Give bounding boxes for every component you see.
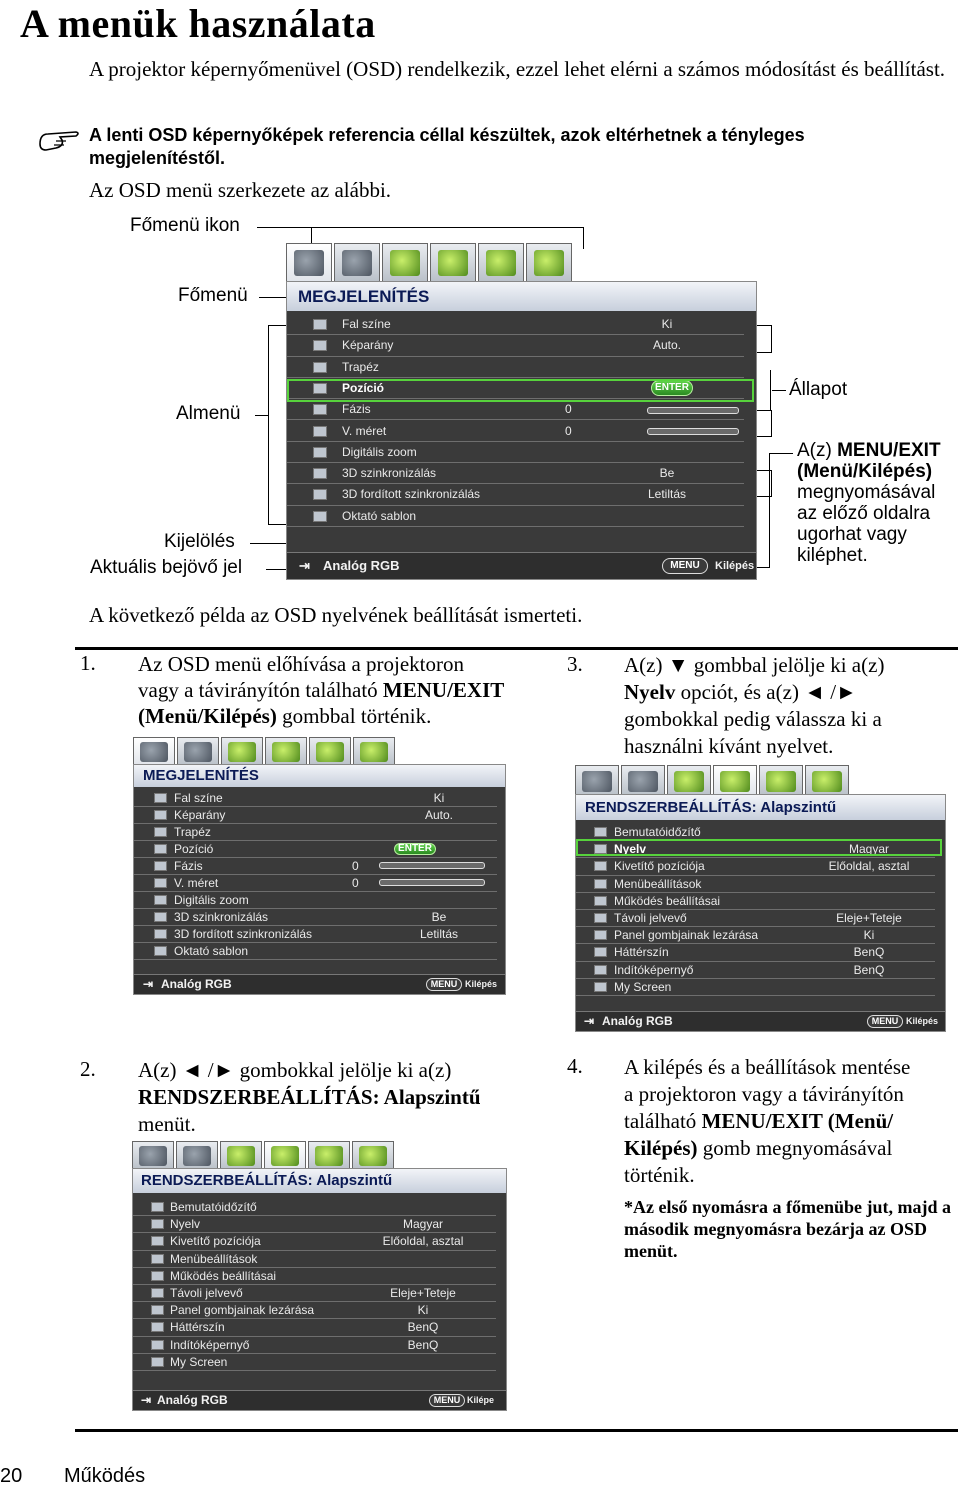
osd2-item-label: My Screen [170,1354,228,1369]
menu-item-icon [594,827,607,837]
osd3-footer [576,1011,945,1031]
menu-item-icon [154,844,167,854]
page-number: 20 [0,1465,23,1487]
osd1-tab-information-icon[interactable] [353,737,395,766]
menu-item-icon [594,930,607,940]
menu-item-icon [594,965,607,975]
osd2-tab-system-advanced-icon[interactable] [308,1141,350,1170]
osd1-item-value: 0 [352,876,359,890]
osd1-item-label: Trapéz [174,825,211,839]
menu-item-icon [594,982,607,992]
osd2-row[interactable] [133,1337,496,1354]
menu-item-icon [151,1202,164,1212]
osd1-row[interactable] [134,943,497,960]
osd1-footer [134,974,505,994]
osd1-row[interactable] [134,909,497,926]
status-label: Állapot [789,379,848,400]
osd2-item-label: Panel gombjainak lezárása [170,1303,315,1318]
osd2-item-label: Távoli jelvevő [170,1286,243,1300]
osd3-item-label: Panel gombjainak lezárása [614,928,759,943]
menu-item-icon [154,946,167,956]
osd3-item-label: Nyelv [614,842,647,857]
osd2-row[interactable] [133,1319,496,1336]
osd2-row[interactable] [133,1199,496,1216]
osd1-item-value: ENTER [394,843,436,855]
osd1-item-value: Letiltás [419,927,459,941]
osd-main-item-label: Fal színe [342,317,391,331]
menu-item-icon [151,1288,164,1298]
menu-item-icon [151,1340,164,1350]
osd-main-footer [287,552,756,579]
osd2-row[interactable] [133,1302,496,1319]
osd2-item-value: Eleje+Teteje [390,1286,456,1300]
menu-item-icon [594,879,607,889]
osd-main-item-value: 0 [565,402,572,417]
submenu-label: Almenü [176,403,241,424]
step-4-number: 4. [567,1054,583,1078]
osd3-item-value: BenQ [853,945,885,960]
osd1-source: Analóg RGB [161,977,232,991]
osd-main-row[interactable] [287,463,744,484]
osd-main-item-label: 3D szinkronizálás [342,466,437,481]
menu-item-icon [151,1236,164,1246]
osd3-exit: Kilépés [906,1016,939,1026]
osd-main-header: MEGJELENÍTÉS [287,282,756,311]
osd3-source: Analóg RGB [602,1014,673,1028]
osd2-item-value: BenQ [407,1337,439,1352]
osd-main-item-label: V. méret [342,423,387,438]
osd-main-item-label: Trapéz [342,359,379,374]
osd3-tab-picture-icon[interactable] [621,765,665,796]
osd1-item-label: Képarány [174,808,226,822]
osd1-header: MEGJELENÍTÉS [134,765,505,787]
menu-item-icon [151,1305,164,1315]
menu-item-icon [313,319,327,330]
osd2-item-value: Ki [417,1303,429,1318]
osd2-row[interactable] [133,1251,496,1268]
osd-main-item-label: Képarány [342,338,394,353]
osd1-row[interactable] [134,790,497,807]
osd2-row[interactable] [133,1268,496,1285]
osd3-input-icon: ⇥ [584,1014,595,1028]
osd2-item-label: Kivetítő pozíciója [170,1234,261,1249]
menu-item-icon [151,1357,164,1367]
osd2-footer [133,1390,506,1410]
osd3-item-value: Ki [863,928,875,943]
osd2-tab-information-icon[interactable] [352,1141,394,1170]
osd1-item-value: 0 [352,859,359,873]
osd1-phase-slider[interactable] [379,862,485,869]
osd2-source: Analóg RGB [157,1393,228,1407]
osd3-item-label: Kivetítő pozíciója [614,859,705,874]
osd1-tabs [133,737,397,765]
phase-slider[interactable] [647,407,739,414]
step-4-note: *Az első nyomásra a főmenübe jut, majd a második megnyomásra bezárja az OSD menüt. [624,1197,951,1261]
osd1-item-label: Pozíció [174,842,214,856]
osd2-item-label: Nyelv [170,1217,201,1232]
menu-item-icon [154,793,167,803]
osd2-item-label: Indítóképernyő [170,1337,250,1352]
osd3-item-label: Távoli jelvevő [614,911,687,925]
osd2-tab-display-icon[interactable] [132,1141,174,1170]
osd1-item-label: 3D fordított szinkronizálás [174,927,313,941]
osd1-tab-system-basic-icon[interactable] [265,737,307,766]
step-1-number: 1. [80,651,96,675]
osd-main-item-value: Ki [661,317,673,331]
osd1-menu-key[interactable]: MENU [426,978,462,991]
osd3-menu-key[interactable]: MENU [867,1015,903,1028]
osd3-tab-display-icon[interactable] [575,765,619,796]
osd3-row[interactable] [576,858,935,875]
osd3-item-label: Háttérszín [614,945,669,960]
osd2-input-icon: ⇥ [141,1393,152,1407]
hsize-slider[interactable] [647,428,739,435]
osd1-item-label: V. méret [174,876,219,890]
osd-main-item-label: Oktató sablon [342,508,417,523]
osd3-row[interactable] [576,979,935,996]
osd2-row[interactable] [133,1354,496,1371]
osd-main-item-value: ENTER [651,380,693,396]
tab-display-icon[interactable] [286,243,332,282]
menu-item-icon [594,896,607,906]
osd1-item-label: Fázis [174,859,203,873]
osd1 [133,764,506,995]
menu-item-icon [154,827,167,837]
step-3-text: A(z) ▼ gombbal jelölje ki a(z) Nyelv opciót, és a(z) ◄ /► gombokkal pedig válassza ki a használni kívánt nyelvet. [624,653,885,758]
osd2-item-label: Menübeállítások [170,1251,258,1266]
osd-main-item-label: 3D fordított szinkronizálás [342,487,481,502]
osd2-row[interactable] [133,1216,496,1233]
osd1-tab-display-icon[interactable] [133,737,175,766]
osd2-item-label: Működés beállításai [170,1268,277,1283]
osd3-tab-system-advanced-icon[interactable] [759,765,803,796]
osd-main [286,281,757,580]
menu-item-icon [151,1271,164,1281]
structure-text: Az OSD menü szerkezete az alábbi. [89,178,392,202]
menu-item-icon [313,468,327,479]
menu-item-icon [313,511,327,522]
osd1-item-value: Auto. [424,808,454,822]
osd3 [575,794,946,1032]
osd2-row[interactable] [133,1285,496,1302]
osd-main-row[interactable] [287,484,744,505]
osd1-item-label: 3D szinkronizálás [174,910,269,924]
menu-item-icon [594,861,607,871]
osd3-row[interactable] [576,876,935,893]
osd1-input-icon: ⇥ [143,977,154,991]
note-text: A lenti OSD képernyőképek referencia céllal készültek, azok eltérhetnek a tényleges megjelenítéstől. [89,125,805,168]
osd2 [132,1168,507,1411]
tab-picture-icon[interactable] [334,243,380,282]
osd3-tab-information-icon[interactable] [805,765,849,796]
main-menu-label: Főmenü [178,285,248,306]
exit-label: Kilépés [715,560,755,572]
osd1-tab-source-icon[interactable] [221,737,263,766]
menu-key[interactable]: MENU [662,558,708,574]
osd3-selection-highlight [576,839,942,856]
menu-item-icon [594,913,607,923]
osd3-item-value: Magyar [848,842,889,857]
osd1-item-label: Digitális zoom [174,893,249,907]
osd3-item-value: Eleje+Teteje [836,911,902,925]
menu-item-icon [594,947,607,957]
osd-main-item-value: 0 [565,423,572,438]
page-title: A menük használata [20,1,376,46]
osd2-header: RENDSZERBEÁLLÍTÁS: Alapszintű [133,1169,506,1193]
osd3-row[interactable] [576,927,935,944]
menu-item-icon [154,929,167,939]
menu-item-icon [154,912,167,922]
osd1-item-label: Fal színe [174,791,223,805]
osd2-tabs [132,1141,396,1169]
osd-main-row[interactable] [287,357,744,378]
main-icon-label: Főmenü ikon [130,215,240,236]
osd1-row[interactable] [134,892,497,909]
osd-main-item-label: Pozíció [342,380,385,395]
osd-main-tabs [286,243,574,281]
step-2-number: 2. [80,1057,96,1081]
step-2-text: A(z) ◄ /► gombokkal jelölje ki a(z) RENDSZERBEÁLLÍTÁS: Alapszintű menüt. [138,1058,481,1136]
step-4-text: A kilépés és a beállítások mentése a projektoron vagy a távirányítón található MENU/EXIT (Menü/ Kilépés) gomb megnyomásával történik. [624,1055,911,1187]
input-icon: ⇥ [299,558,310,573]
osd-main-row[interactable] [287,442,744,463]
menu-item-icon [313,340,327,351]
osd-main-item-label: Digitális zoom [342,444,417,459]
osd2-tab-picture-icon[interactable] [176,1141,218,1170]
highlight-label: Kijelölés [164,531,235,552]
osd3-item-label: Bemutatóidőzítő [614,825,701,839]
osd3-item-value: Előoldal, asztal [828,859,910,874]
osd-main-row[interactable] [287,314,744,335]
osd1-item-value: Ki [433,791,445,805]
osd3-tab-source-icon[interactable] [667,765,711,796]
menu-item-icon [151,1322,164,1332]
menu-item-icon [154,810,167,820]
example-text: A következő példa az OSD nyelvének beállítását ismerteti. [89,603,583,627]
osd1-row[interactable] [134,807,497,824]
osd1-row[interactable] [134,926,497,943]
selection-highlight [287,379,754,402]
osd3-item-label: Menübeállítások [614,876,702,891]
current-input-label: Aktuális bejövő jel [90,557,243,578]
osd1-row[interactable] [134,841,497,858]
osd1-row[interactable] [134,824,497,841]
osd-main-item-value: Letiltás [647,487,687,502]
osd3-row[interactable] [576,893,935,910]
osd3-tabs [575,765,851,795]
tab-information-icon[interactable] [526,243,572,282]
tab-system-basic-icon[interactable] [430,243,476,282]
tab-source-icon[interactable] [382,243,428,282]
osd2-tab-source-icon[interactable] [220,1141,262,1170]
osd2-tab-system-basic-icon[interactable] [264,1141,306,1170]
osd-main-item-value: Be [659,466,675,481]
osd2-item-label: Háttérszín [170,1320,225,1335]
menu-item-icon [313,489,327,500]
osd3-item-label: My Screen [614,979,672,994]
footer-section: Működés [64,1465,146,1487]
back-exit-note: A(z) MENU/EXIT (Menü/Kilépés) megnyomásával az előző oldalra ugorhat vagy kiléphet. [797,440,941,566]
menu-item-icon [154,878,167,888]
osd3-row[interactable] [576,910,935,927]
osd3-header: RENDSZERBEÁLLÍTÁS: Alapszintű [576,795,945,820]
osd-main-row[interactable] [287,335,744,356]
menu-item-icon [313,426,327,437]
tab-system-advanced-icon[interactable] [478,243,524,282]
osd1-tab-picture-icon[interactable] [177,737,219,766]
osd2-menu-key[interactable]: MENU [429,1394,465,1407]
osd3-item-label: Működés beállításai [614,893,721,908]
osd1-hsize-slider[interactable] [379,879,485,886]
osd3-item-value: BenQ [853,962,885,977]
step-3-number: 3. [567,652,583,676]
osd2-item-value: BenQ [407,1320,439,1335]
osd1-item-label: Oktató sablon [174,944,249,958]
menu-item-icon [154,895,167,905]
menu-item-icon [313,447,327,458]
osd-main-item-value: Auto. [652,338,682,353]
osd2-item-label: Bemutatóidőzítő [170,1200,257,1214]
osd1-tab-system-advanced-icon[interactable] [309,737,351,766]
osd3-row[interactable] [576,962,935,979]
osd-main-item-label: Fázis [342,402,371,417]
osd2-row[interactable] [133,1233,496,1250]
osd3-item-label: Indítóképernyő [614,962,694,977]
osd1-exit: Kilépés [465,979,498,989]
menu-item-icon [313,404,327,415]
osd2-item-value: Előoldal, asztal [382,1234,464,1249]
osd2-exit: Kilépe [467,1395,495,1405]
intro-paragraph: A projektor képernyőmenüvel (OSD) rendelkezik, ezzel lehet elérni a számos módosítást és beállítást. [89,57,946,81]
step-1-text: Az OSD menü előhívása a projektoron vagy a távirányítón található MENU/EXIT (Menü/Kilépés) gombbal történik. [138,652,505,728]
menu-item-icon [313,362,327,373]
menu-item-icon [151,1254,164,1264]
osd2-item-value: Magyar [402,1217,443,1232]
osd3-tab-system-basic-icon[interactable] [713,765,757,796]
note-hand-icon [38,124,82,157]
menu-item-icon [151,1219,164,1229]
osd-main-row[interactable] [287,506,744,527]
current-source: Analóg RGB [323,558,400,573]
menu-item-icon [154,861,167,871]
osd3-row[interactable] [576,944,935,961]
osd1-item-value: Be [431,910,447,924]
